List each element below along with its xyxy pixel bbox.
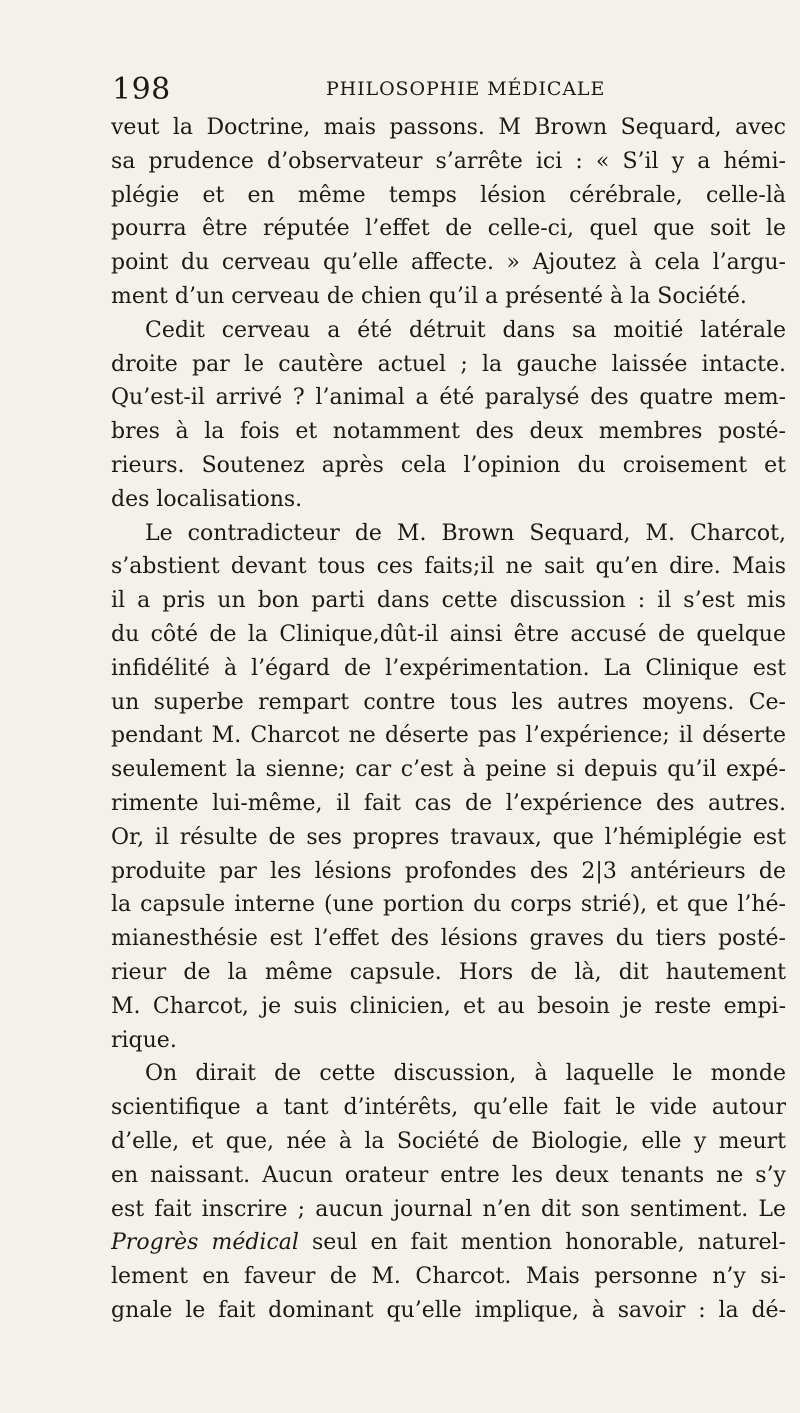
running-title: PHILOSOPHIE MÉDICALE: [326, 78, 606, 100]
text-line: point du cerveau qu’elle affecte. » Ajoutez à cela l’argu-: [111, 250, 786, 276]
text-line: On dirait de cette discussion, à laquelle le monde: [145, 1061, 786, 1087]
text-line: en naissant. Aucun orateur entre les deux tenants ne s’y: [111, 1162, 786, 1188]
text-line: Le contradicteur de M. Brown Sequard, M. Charcot,: [145, 520, 786, 546]
text-line: plégie et en même temps lésion cérébrale, celle-là: [111, 182, 786, 208]
text-line: gnale le fait dominant qu’elle implique, à savoir : la dé-: [111, 1297, 786, 1323]
text-line: bres à la fois et notamment des deux membres posté-: [111, 419, 786, 445]
page-header: [112, 70, 784, 110]
text-line: ment d’un cerveau de chien qu’il a présenté à la Société.: [111, 283, 747, 309]
text-line: Cedit cerveau a été détruit dans sa moitié latérale: [145, 317, 786, 343]
journal-title-progres-medical: Progrès médical: [111, 1230, 299, 1256]
text-line: du côté de la Clinique,dût-il ainsi être accusé de quelque: [111, 621, 786, 647]
text-line: infidélité à l’égard de l’expérimentation. La Clinique est: [111, 655, 786, 681]
text-line: rimente lui-même, il fait cas de l’expérience des autres.: [111, 790, 786, 816]
paragraph-4: [111, 1057, 786, 1327]
text-line: rique.: [111, 1027, 177, 1053]
text-line: d’elle, et que, née à la Société de Biologie, elle y meurt: [111, 1128, 786, 1154]
text-line-remainder: seul en fait mention honorable, naturel-: [298, 1230, 786, 1256]
text-line: mianesthésie est l’effet des lésions graves du tiers posté-: [111, 926, 786, 952]
text-line: il a pris un bon parti dans cette discussion : il s’est mis: [111, 588, 786, 614]
text-line: veut la Doctrine, mais passons. M Brown Sequard, avec: [111, 115, 786, 140]
text-line: Or, il résulte de ses propres travaux, que l’hémiplégie est: [111, 824, 786, 850]
text-line: sa prudence d’observateur s’arrête ici : « S’il y a hémi-: [111, 148, 786, 174]
page-number: 198: [112, 72, 171, 107]
text-line: des localisations.: [111, 486, 303, 512]
paragraph-2: [111, 314, 786, 517]
paragraph-3: [111, 517, 786, 1058]
text-line: rieur de la même capsule. Hors de là, dit hautement: [111, 959, 786, 985]
text-line: un superbe rempart contre tous les autres moyens. Ce-: [111, 689, 786, 715]
paragraph-1: [111, 111, 786, 314]
text-line: pourra être réputée l’effet de celle-ci, quel que soit le: [111, 216, 786, 242]
text-line: pendant M. Charcot ne déserte pas l’expérience; il déserte: [111, 723, 786, 749]
text-line: s’abstient devant tous ces faits;il ne sait qu’en dire. Mais: [111, 554, 786, 580]
text-line: produite par les lésions profondes des 2|3 antérieurs de: [111, 858, 786, 884]
text-line: rieurs. Soutenez après cela l’opinion du croisement et: [111, 452, 786, 478]
text-line-with-italic: [111, 1226, 786, 1260]
text-line: seulement la sienne; car c’est à peine si depuis qu’il expé-: [111, 757, 786, 783]
text-line: scientifique a tant d’intérêts, qu’elle fait le vide autour: [111, 1095, 786, 1121]
text-line: lement en faveur de M. Charcot. Mais personne n’y si-: [111, 1264, 786, 1290]
text-line: Qu’est-il arrivé ? l’animal a été paralysé des quatre mem-: [111, 385, 786, 411]
body-text: [111, 111, 786, 1328]
text-line: droite par le cautère actuel ; la gauche laissée intacte.: [111, 351, 786, 377]
text-line: est fait inscrire ; aucun journal n’en dit son sentiment. Le: [111, 1196, 786, 1222]
text-line: la capsule interne (une portion du corps strié), et que l’hé-: [111, 892, 786, 918]
text-line: M. Charcot, je suis clinicien, et au besoin je reste empi-: [111, 993, 786, 1019]
